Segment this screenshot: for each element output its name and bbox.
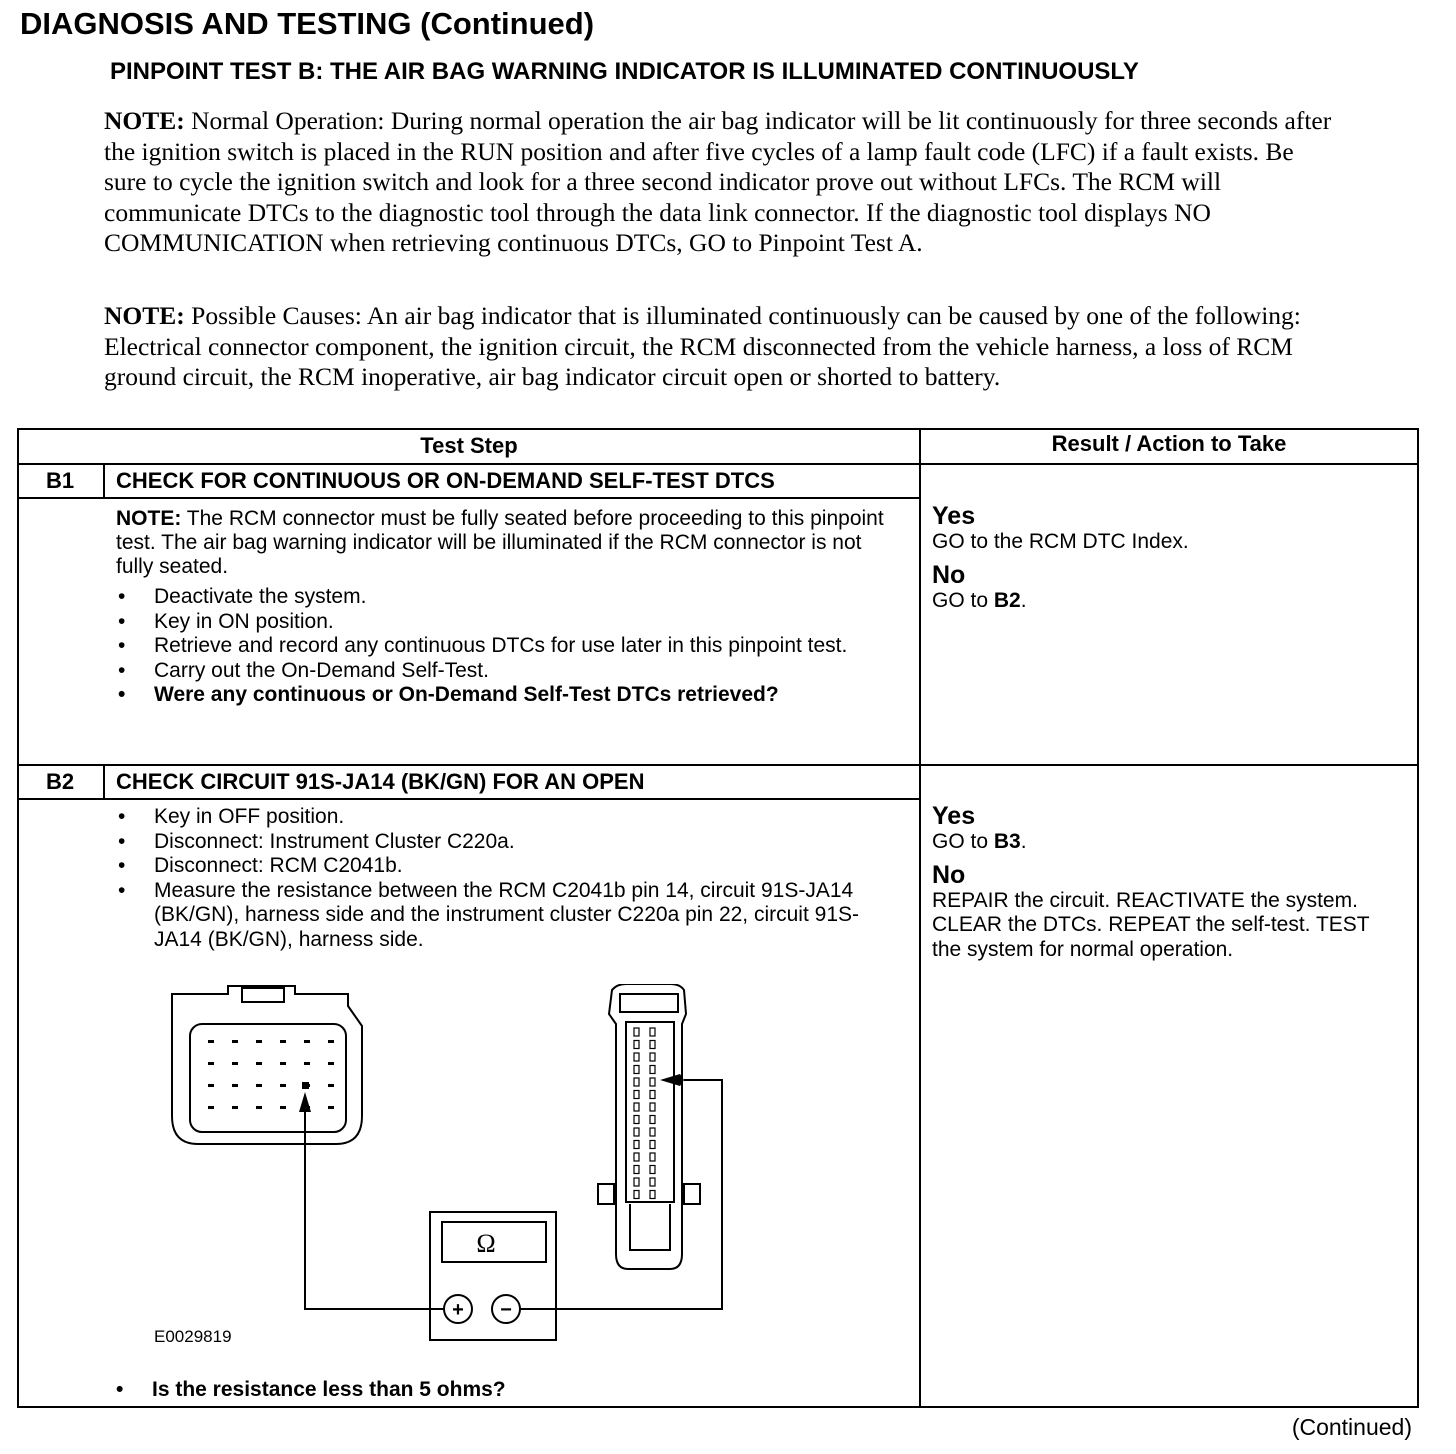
step-title-b1: CHECK FOR CONTINUOUS OR ON-DEMAND SELF-TEST DTCS — [116, 468, 775, 493]
list-item: • Were any continuous or On-Demand Self-Test DTCs retrieved? — [116, 683, 876, 708]
connector-pin — [256, 1084, 262, 1087]
connector-pin — [256, 1040, 262, 1043]
b2-id-divider — [103, 764, 105, 798]
step-id-b2: B2 — [45, 769, 75, 794]
probe-tip-icon — [660, 1074, 684, 1086]
connector-pin — [304, 1040, 310, 1043]
connector-pin — [650, 1053, 655, 1061]
connector-pin — [634, 1153, 639, 1161]
b1-yes-text: GO to the RCM DTC Index. — [932, 530, 1189, 553]
list-item: • Measure the resistance between the RCM C2041b pin 14, circuit 91S-JA14 (BK/GN), harness side and the instrument cluster C220a pin 22, circuit 91S-JA14 (BK/GN), harness side. — [116, 879, 896, 953]
connector-pin — [328, 1084, 334, 1087]
connector-pin — [634, 1166, 639, 1174]
meter-ohm-symbol: Ω — [476, 1229, 496, 1258]
resistance-measurement-diagram — [150, 984, 730, 1354]
connector-pin — [650, 1166, 655, 1174]
connector-pin — [304, 1062, 310, 1065]
connector-pin — [208, 1040, 214, 1043]
diagram-id: E0029819 — [154, 1327, 232, 1346]
b2-step-list — [116, 805, 896, 952]
connector-pin — [634, 1066, 639, 1074]
connector-pin — [208, 1062, 214, 1065]
step-link-b3: B3 — [993, 830, 1021, 853]
b1-id-divider — [103, 463, 105, 497]
b2-no-label: No — [932, 860, 966, 889]
list-item: • Carry out the On-Demand Self-Test. — [116, 659, 876, 684]
connector-pin — [232, 1040, 238, 1043]
step-title-b2: CHECK CIRCUIT 91S-JA14 (BK/GN) FOR AN OPEN — [116, 769, 645, 794]
connector-pin — [256, 1106, 262, 1109]
connector-pin — [280, 1106, 286, 1109]
connector-pin — [634, 1028, 639, 1036]
column-divider — [919, 430, 921, 1406]
connector-pin — [634, 1091, 639, 1099]
connector-pin — [650, 1141, 655, 1149]
meter-plus-terminal: + — [452, 1299, 464, 1321]
b1-note-text: The RCM connector must be fully seated before proceeding to this pinpoint test. The air bag warning indicator will be illuminated if the RCM connector is not fully seated. — [116, 507, 884, 578]
b1-b2-divider — [19, 764, 1417, 766]
connector-pin — [650, 1028, 655, 1036]
b1-result — [932, 502, 1402, 613]
connector-pin — [634, 1041, 639, 1049]
connector-pin — [232, 1106, 238, 1109]
b2-yes-text: GO to B3. — [932, 830, 1027, 853]
header-divider — [19, 463, 1417, 465]
connector-pin — [208, 1084, 214, 1087]
test-lead-positive — [305, 1112, 444, 1309]
list-item: • Key in OFF position. — [116, 805, 896, 830]
note-text: Possible Causes: An air bag indicator that is illuminated continuously can be caused by one of the following: Electrical connector component, the ignition circuit, the RCM disconnected from the vehicle harness, a loss of RCM ground circuit, the RCM inoperative, air bag indicator circuit open or shorted to battery. — [104, 301, 1301, 391]
connector-pin — [650, 1191, 655, 1199]
step-link-b2: B2 — [993, 588, 1021, 612]
connector-pin — [328, 1106, 334, 1109]
connector-pin — [232, 1062, 238, 1065]
list-item: • Disconnect: Instrument Cluster C220a. — [116, 830, 896, 855]
connector-pin — [650, 1178, 655, 1186]
connector-pin — [634, 1178, 639, 1186]
connector-pin — [634, 1116, 639, 1124]
b1-no-label: No — [932, 560, 966, 589]
probe-tip-icon — [299, 1092, 311, 1112]
note-normal-operation — [104, 106, 1334, 259]
connector-pin — [650, 1078, 655, 1086]
meter-minus-terminal: − — [500, 1299, 512, 1321]
header-result: Result / Action to Take — [1051, 431, 1287, 456]
note-label: NOTE: — [104, 106, 185, 135]
connector-pin — [256, 1062, 262, 1065]
continued-label: (Continued) — [1291, 1414, 1412, 1440]
connector-pin — [280, 1062, 286, 1065]
list-item: • Key in ON position. — [116, 610, 876, 635]
section-subtitle: PINPOINT TEST B: THE AIR BAG WARNING INDICATOR IS ILLUMINATED CONTINUOUSLY — [110, 58, 1139, 85]
list-item: • Disconnect: RCM C2041b. — [116, 854, 896, 879]
b2-yes-label: Yes — [932, 802, 976, 830]
connector-pin — [280, 1084, 286, 1087]
connector-pin — [328, 1062, 334, 1065]
note-text: Normal Operation: During normal operation the air bag indicator will be lit continuously for three seconds after the ignition switch is placed in the RUN position and after five cycles of a lamp fault code (LFC) if a fault exists. Be sure to cycle the ignition switch and look for a three second indicator prove out without LFCs. The RCM will communicate DTCs to the diagnostic tool through the data link connector. If the diagnostic tool displays NO COMMUNICATION when retrieving continuous DTCs, GO to Pinpoint Test A. — [104, 106, 1332, 257]
b1-note-label: NOTE: — [116, 507, 182, 530]
connector-pin — [650, 1153, 655, 1161]
connector-pin — [650, 1128, 655, 1136]
b1-yes-label: Yes — [932, 502, 976, 530]
connector-pin — [232, 1084, 238, 1087]
connector-pin — [634, 1128, 639, 1136]
test-lead-negative — [520, 1080, 722, 1309]
connector-pin — [634, 1191, 639, 1199]
step-id-b1: B1 — [45, 468, 75, 493]
connector-pin — [650, 1041, 655, 1049]
b2-question — [114, 1378, 894, 1403]
b2-no-text: REPAIR the circuit. REACTIVATE the system. CLEAR the DTCs. REPEAT the self-test. TEST the system for normal operation. — [932, 888, 1370, 961]
note-label: NOTE: — [104, 301, 185, 330]
connector-pin — [208, 1106, 214, 1109]
connector-pin — [634, 1103, 639, 1111]
connector-pin — [650, 1066, 655, 1074]
instrument-cluster-connector-icon — [172, 986, 362, 1144]
b2-result — [932, 802, 1402, 962]
list-item: • Deactivate the system. — [116, 585, 876, 610]
b1-note — [116, 507, 896, 579]
pin-22-marker — [302, 1082, 309, 1089]
connector-pin — [634, 1141, 639, 1149]
connector-pin — [634, 1078, 639, 1086]
b1-no-text: GO to B2. — [932, 588, 1027, 612]
list-item: • Retrieve and record any continuous DTCs for use later in this pinpoint test. — [116, 634, 876, 659]
connector-pin — [650, 1091, 655, 1099]
connector-pin — [650, 1103, 655, 1111]
connector-pin — [650, 1116, 655, 1124]
connector-pin — [280, 1040, 286, 1043]
page-title: DIAGNOSIS AND TESTING (Continued) — [20, 6, 595, 41]
connector-pin — [328, 1040, 334, 1043]
header-test-step: Test Step — [420, 433, 518, 458]
b2-title-divider — [19, 798, 919, 800]
rcm-connector-icon — [598, 984, 700, 1269]
list-item: • Is the resistance less than 5 ohms? — [114, 1378, 894, 1403]
note-possible-causes — [104, 301, 1334, 393]
b1-step-list — [116, 585, 876, 708]
b1-title-divider — [19, 497, 919, 499]
connector-pin — [634, 1053, 639, 1061]
